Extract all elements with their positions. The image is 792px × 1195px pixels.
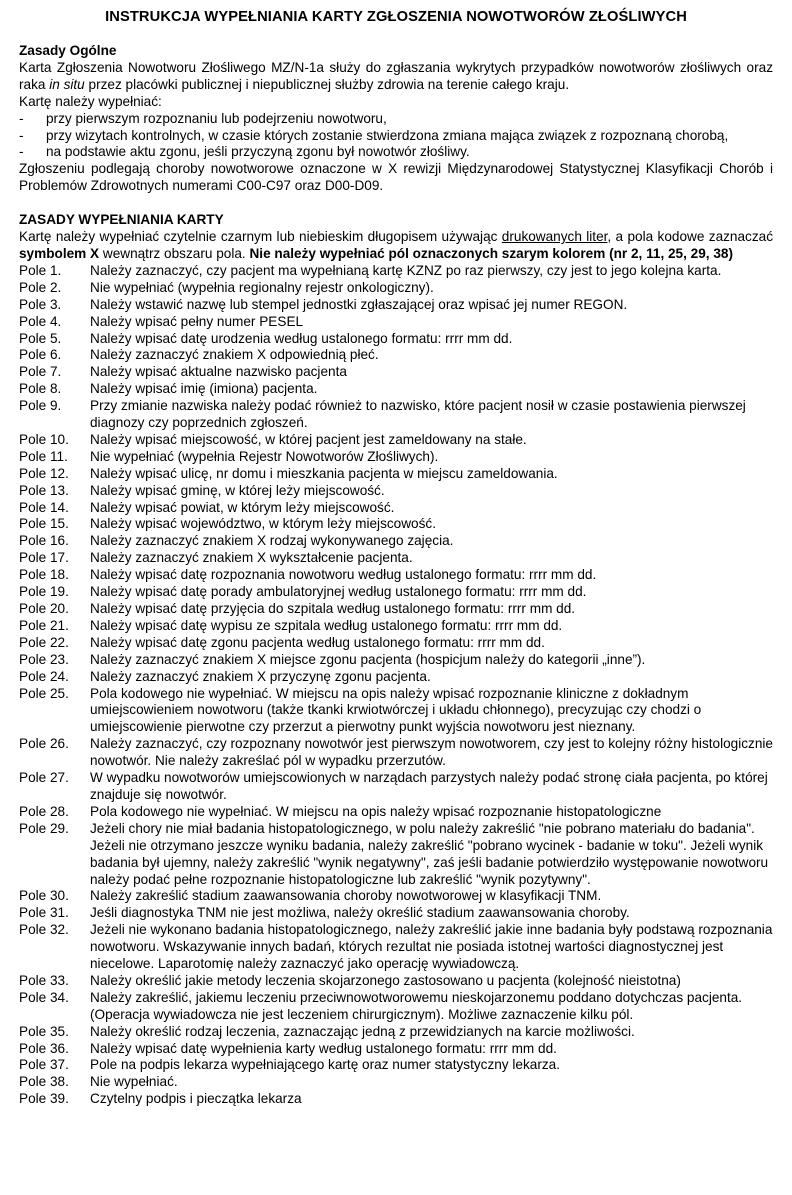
rules-bold-symbol: symbolem X — [19, 245, 100, 261]
dash-bullet: - — [19, 110, 24, 126]
field-row — [19, 347, 773, 364]
field-row — [19, 533, 773, 550]
field-row — [19, 601, 773, 618]
field-description: Należy zaznaczyć, czy pacjent ma wypełnianą kartę KZNZ po raz pierwszy, czy jest to jego kolejna karta. — [90, 262, 722, 278]
rules-text-3: wewnątrz obszaru pola. — [99, 245, 250, 261]
field-label: Pole 32. — [19, 922, 69, 938]
field-label: Pole 2. — [19, 279, 62, 295]
field-description: Należy wpisać datę wypisu ze szpitala według ustalonego formatu: rrrr mm dd. — [90, 617, 563, 633]
field-description: Należy wpisać imię (imiona) pacjenta. — [90, 381, 318, 397]
field-label: Pole 5. — [19, 330, 62, 346]
field-row — [19, 1091, 773, 1108]
field-label: Pole 31. — [19, 905, 69, 921]
field-label: Pole 1. — [19, 262, 62, 278]
field-label: Pole 26. — [19, 736, 69, 752]
field-label: Pole 29. — [19, 820, 69, 836]
field-label: Pole 24. — [19, 668, 69, 684]
field-label: Pole 9. — [19, 398, 62, 414]
field-label: Pole 36. — [19, 1040, 69, 1056]
intro-italic: in situ — [49, 76, 85, 92]
field-description: Nie wypełniać (wypełnia regionalny rejestr onkologiczny). — [90, 279, 434, 295]
field-row — [19, 804, 773, 821]
field-description: Należy wpisać gminę, w której leży miejscowość. — [90, 482, 385, 498]
field-row — [19, 736, 773, 770]
field-row — [19, 364, 773, 381]
field-description: Należy zaznaczyć, czy rozpoznany nowotwór jest pierwszym nowotworem, czy jest to kolejny różny histologicznie nowotwór. Nie należy zakreślać pól w wypadku przerzutów. — [90, 736, 773, 769]
intro-text-a: Karta Zgłoszenia Nowotworu Złośliwego MZ/N-1a służy do zgłaszania wykrytych przypadków nowotworów złośliwych oraz raka — [19, 59, 773, 92]
field-description: Należy zakreślić, jakiemu leczeniu przeciwnowotworowemu nieskojarzonemu poddano dotychczas pacjenta. (Operacja wywiadowcza nie jest leczeniem chirurgicznym). Możliwe zaznaczenie kilku pól. — [90, 989, 743, 1022]
field-description: Należy określić rodzaj leczenia, zaznaczając jedną z przewidzianych na karcie możliwości. — [90, 1023, 635, 1039]
rules-text-2: , a pola kodowe zaznaczać — [607, 229, 773, 245]
field-description: W wypadku nowotworów umiejscowionych w narządach parzystych należy podać stronę ciała pacjenta, po której znajduje się nowotwór. — [90, 770, 768, 802]
field-label: Pole 19. — [19, 584, 69, 600]
field-description: Czytelny podpis i pieczątka lekarza — [90, 1091, 302, 1107]
intro-text-b: przez placówki publicznej i niepublicznej służby zdrowia na terenie całego kraju. — [84, 76, 570, 92]
field-description: Nie wypełniać (wypełnia Rejestr Nowotworów Złośliwych). — [90, 448, 439, 464]
field-label: Pole 12. — [19, 465, 69, 481]
field-row — [19, 263, 773, 280]
field-label: Pole 37. — [19, 1057, 69, 1073]
field-row — [19, 1024, 773, 1041]
field-description: Należy wpisać ulicę, nr domu i mieszkania pacjenta w miejscu zameldowania. — [90, 465, 558, 481]
list-item-text: na podstawie aktu zgonu, jeśli przyczyną zgonu był nowotwór złośliwy. — [46, 144, 470, 160]
list-item — [19, 128, 773, 145]
field-description: Należy wpisać datę urodzenia według ustalonego formatu: rrrr mm dd. — [90, 330, 513, 346]
field-label: Pole 4. — [19, 313, 62, 329]
field-label: Pole 8. — [19, 381, 62, 397]
list-item — [19, 111, 773, 128]
field-row — [19, 314, 773, 331]
field-label: Pole 27. — [19, 770, 69, 786]
field-row — [19, 516, 773, 533]
field-row — [19, 618, 773, 635]
field-description: Należy zaznaczyć znakiem X rodzaj wykonywanego zajęcia. — [90, 533, 454, 549]
field-label: Pole 22. — [19, 634, 69, 650]
field-label: Pole 33. — [19, 972, 69, 988]
field-row — [19, 686, 773, 737]
field-label: Pole 7. — [19, 364, 62, 380]
field-label: Pole 14. — [19, 499, 69, 515]
field-description: Należy wpisać datę zgonu pacjenta według ustalonego formatu: rrrr mm dd. — [90, 634, 545, 650]
field-row — [19, 331, 773, 348]
dash-bullet: - — [19, 127, 24, 143]
field-description: Pola kodowego nie wypełniać. W miejscu na opis należy wpisać rozpoznanie histopatologiczne — [90, 803, 662, 819]
field-description: Należy wpisać datę przyjęcia do szpitala według ustalonego formatu: rrrr mm dd. — [90, 601, 576, 616]
rules-underlined-text: drukowanych liter — [501, 229, 608, 245]
field-row — [19, 1041, 773, 1058]
list-item — [19, 144, 773, 161]
field-label: Pole 28. — [19, 803, 69, 819]
field-label: Pole 3. — [19, 296, 62, 312]
field-description: Należy wpisać miejscowość, w której pacjent jest zameldowany na stałe. — [90, 431, 527, 447]
field-list — [19, 263, 773, 1108]
field-label: Pole 13. — [19, 482, 69, 498]
field-label: Pole 18. — [19, 567, 69, 583]
field-description: Należy określić jakie metody leczenia skojarzonego zastosowano u pacjenta (kolejność nieistotna) — [90, 972, 681, 988]
field-row — [19, 905, 773, 922]
field-row — [19, 280, 773, 297]
rules-bold-warning: Nie należy wypełniać pól oznaczonych szarym kolorem (nr 2, 11, 25, 29, 38) — [249, 245, 733, 261]
filling-rules-paragraph — [19, 229, 773, 263]
field-row — [19, 652, 773, 669]
field-row — [19, 821, 773, 889]
field-label: Pole 39. — [19, 1091, 69, 1107]
field-row — [19, 973, 773, 990]
field-label: Pole 6. — [19, 347, 62, 363]
field-label: Pole 23. — [19, 651, 69, 667]
field-label: Pole 17. — [19, 550, 69, 566]
field-row — [19, 398, 773, 432]
field-row — [19, 669, 773, 686]
field-row — [19, 584, 773, 601]
field-description: Należy zaznaczyć znakiem X przyczynę zgonu pacjenta. — [90, 668, 431, 684]
list-item-text: przy pierwszym rozpoznaniu lub podejrzeniu nowotworu, — [46, 110, 387, 126]
field-row — [19, 432, 773, 449]
field-description: Pola kodowego nie wypełniać. W miejscu na opis należy wpisać rozpoznanie kliniczne z dokładnym umiejscowieniem nowotworu (także tkanki krwiotwórczej i układu chłonnego), precyzując czy chodzi o umiejscowienie pierwotne czy przerzut a pierwotny punkt wyjścia nowotworu jest nieznany. — [90, 685, 702, 735]
field-description: Należy zakreślić stadium zaawansowania choroby nowotworowej w klasyfikacji TNM. — [90, 888, 602, 904]
field-description: Pole na podpis lekarza wypełniającego kartę oraz numer statystyczny lekarza. — [90, 1057, 560, 1073]
general-intro — [19, 60, 773, 94]
field-description: Jeżeli nie wykonano badania histopatologicznego, należy zakreślić jakie inne badania były podstawą rozpoznania nowotworu. Wskazywanie innych badań, których rezultat nie posiada istotnej wartości diagnostycznej jest niecelowe. Laparotomię należy zaznaczyć jako operację wywiadowczą. — [90, 922, 773, 972]
field-row — [19, 635, 773, 652]
field-label: Pole 30. — [19, 888, 69, 904]
field-description: Należy wpisać województwo, w którym leży miejscowość. — [90, 516, 436, 532]
field-row — [19, 449, 773, 466]
field-description: Należy wpisać datę wypełnienia karty według ustalonego formatu: rrrr mm dd. — [90, 1040, 557, 1056]
field-row — [19, 1057, 773, 1074]
filling-rules-heading: ZASADY WYPEŁNIANIA KARTY — [19, 212, 224, 228]
field-description: Nie wypełniać. — [90, 1074, 178, 1090]
field-row — [19, 770, 773, 804]
field-label: Pole 25. — [19, 685, 69, 701]
field-row — [19, 990, 773, 1024]
field-row — [19, 888, 773, 905]
field-row — [19, 500, 773, 517]
page-title: INSTRUKCJA WYPEŁNIANIA KARTY ZGŁOSZENIA NOWOTWORÓW ZŁOŚLIWYCH — [105, 9, 687, 25]
field-row — [19, 297, 773, 314]
field-label: Pole 15. — [19, 516, 69, 532]
field-description: Należy wpisać datę rozpoznania nowotworu według ustalonego formatu: rrrr mm dd. — [90, 567, 597, 583]
field-row — [19, 466, 773, 483]
field-label: Pole 16. — [19, 533, 69, 549]
rules-text-1: Kartę należy wypełniać czytelnie czarnym lub niebieskim długopisem używając — [19, 229, 502, 245]
when-list — [19, 111, 773, 162]
field-description: Przy zmianie nazwiska należy podać również to nazwisko, które pacjent nosił w czasie postawienia pierwszej diagnozy czy poprzednich zgłoszeń. — [90, 398, 746, 431]
field-row — [19, 550, 773, 567]
general-rules-heading: Zasady Ogólne — [19, 43, 117, 58]
field-row — [19, 381, 773, 398]
list-item-text: przy wizytach kontrolnych, w czasie których zostanie stwierdzona zmiana mająca związek z rozpoznaną chorobą, — [46, 127, 729, 143]
field-row — [19, 1074, 773, 1091]
field-label: Pole 38. — [19, 1074, 69, 1090]
field-label: Pole 20. — [19, 601, 69, 616]
field-description: Należy wpisać aktualne nazwisko pacjenta — [90, 364, 347, 380]
field-label: Pole 10. — [19, 431, 69, 447]
field-description: Należy wpisać pełny numer PESEL — [90, 313, 304, 329]
dash-bullet: - — [19, 144, 24, 160]
field-description: Należy wpisać powiat, w którym leży miejscowość. — [90, 499, 395, 515]
field-row — [19, 922, 773, 973]
field-label: Pole 21. — [19, 617, 69, 633]
field-label: Pole 34. — [19, 989, 69, 1005]
field-row — [19, 483, 773, 500]
field-label: Pole 35. — [19, 1023, 69, 1039]
scope-paragraph: Zgłoszeniu podlegają choroby nowotworowe oznaczone w X rewizji Międzynarodowej Statystycznej Klasyfikacji Chorób i Problemów Zdrowotnych numerami C00-C97 oraz D00-D09. — [19, 161, 773, 194]
field-description: Należy zaznaczyć znakiem X miejsce zgonu pacjenta (hospicjum należy do kategorii „inne”). — [90, 651, 646, 667]
field-description: Należy zaznaczyć znakiem X wykształcenie pacjenta. — [90, 550, 413, 566]
field-label: Pole 11. — [19, 448, 68, 464]
field-row — [19, 567, 773, 584]
field-description: Należy wpisać datę porady ambulatoryjnej według ustalonego formatu: rrrr mm dd. — [90, 584, 587, 600]
field-description: Należy zaznaczyć znakiem X odpowiednią płeć. — [90, 347, 379, 363]
when-label: Kartę należy wypełniać: — [19, 93, 162, 109]
field-description: Jeśli diagnostyka TNM nie jest możliwa, należy określić stadium zaawansowania choroby. — [90, 905, 630, 921]
field-description: Jeżeli chory nie miał badania histopatologicznego, w polu należy zakreślić "nie pobrano materiału do badania". Jeżeli nie otrzymano jeszcze wyniku badania, należy zakreślić "pobrano wycinek - badanie w toku". Jeżeli wynik badania był ujemny, należy zakreślić "wynik negatywny", zaś jeśli badanie potwierdziło występowanie nowotworu należy podać pełne rozpoznanie histopatologiczne lub zakreślić "wynik pozytywny". — [90, 820, 769, 887]
field-description: Należy wstawić nazwę lub stempel jednostki zgłaszającej oraz wpisać jej numer REGON. — [90, 296, 628, 312]
